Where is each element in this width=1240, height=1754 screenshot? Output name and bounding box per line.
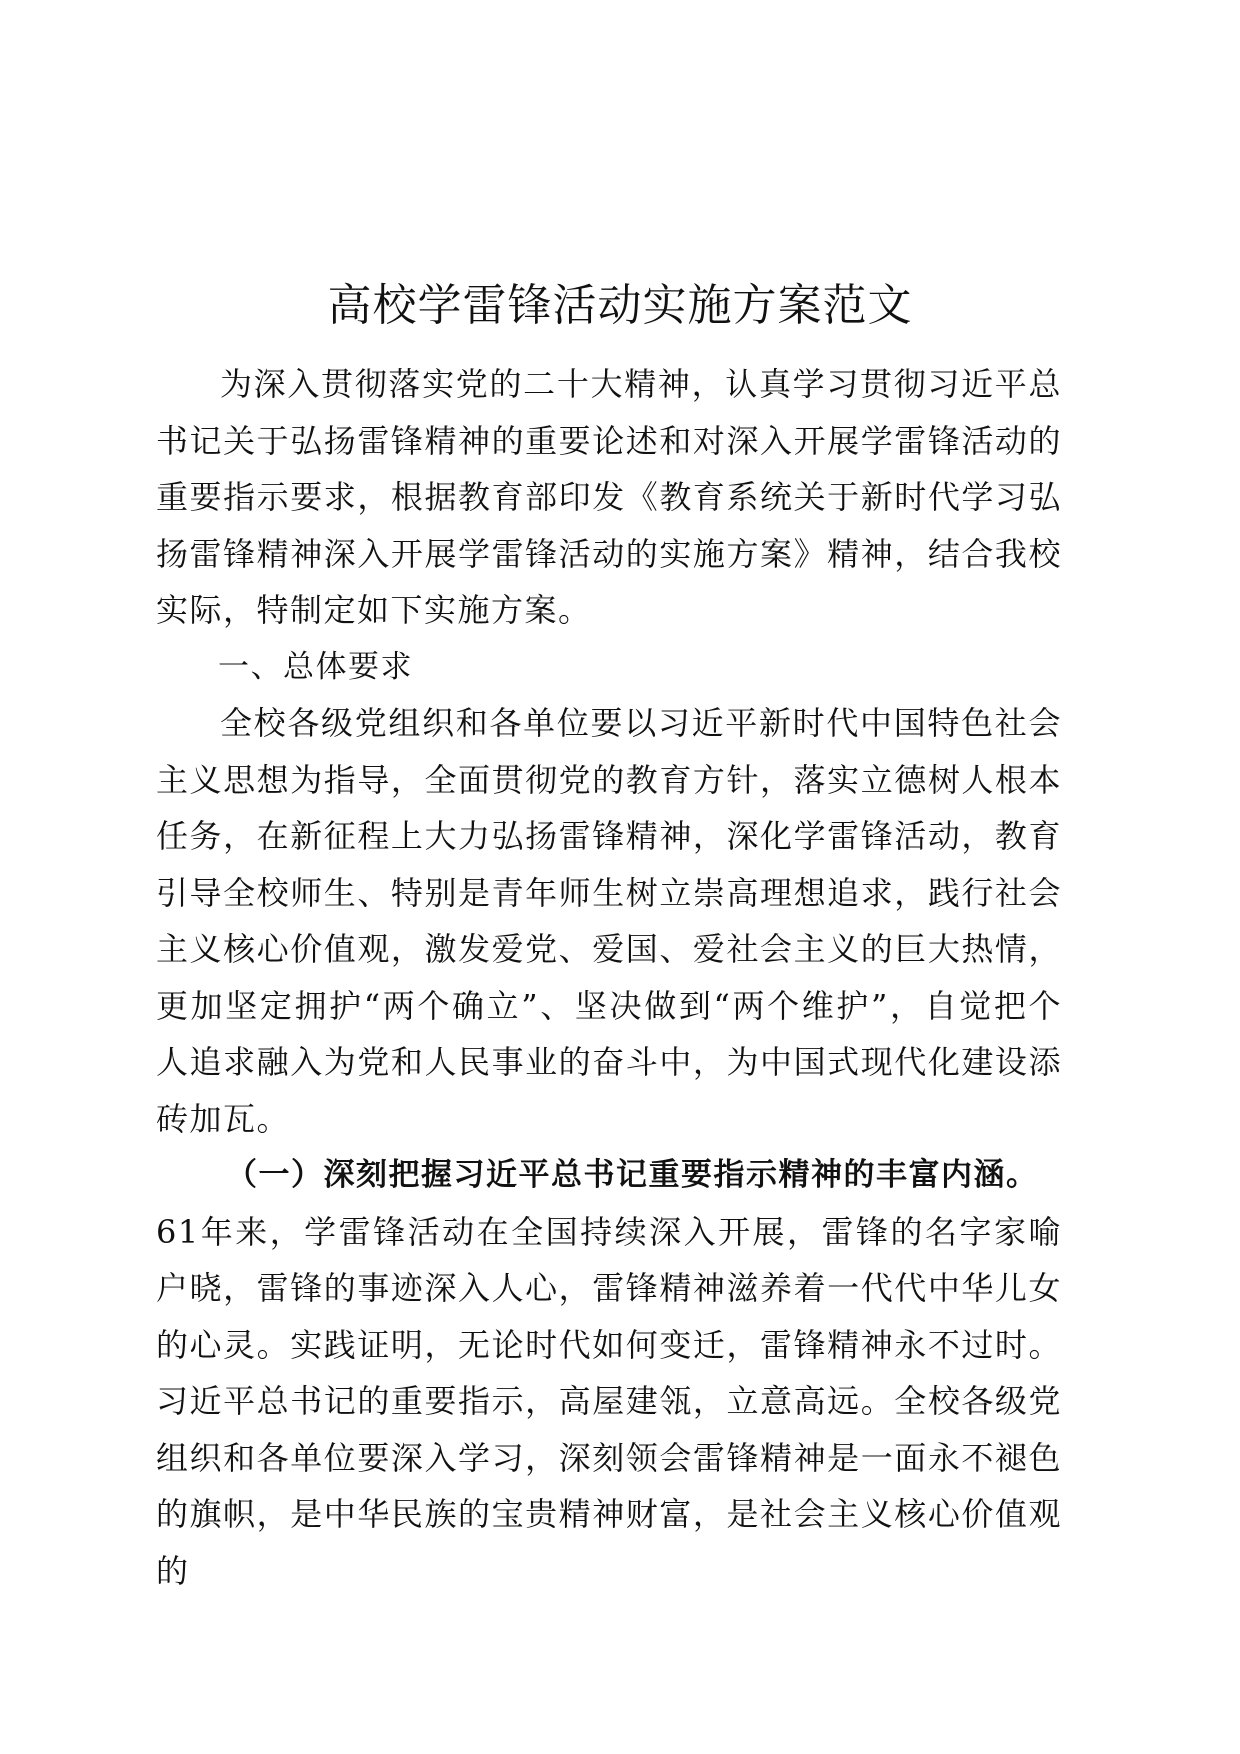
document-title: 高校学雷锋活动实施方案范文 bbox=[327, 280, 913, 331]
section-heading-overall-requirements: 一、总体要求 bbox=[218, 648, 413, 685]
subsection-paragraph: 61年来，学雷锋活动在全国持续深入开展，雷锋的名字家喻户晓，雷锋的事迹深入人心，雷锋精神滋养着一代代中华儿女的心灵。实践证明，无论时代如何变迁，雷锋精神永不过时。习近平总书记的重要指示，高屋建瓴，立意高远。全校各级党组织和各单位要深入学习，深刻领会雷锋精神是一面永不褪色的旗帜，是中华民族的宝贵精神财富，是社会主义核心价值观的 bbox=[156, 1212, 1062, 1590]
intro-paragraph: 为深入贯彻落实党的二十大精神，认真学习贯彻习近平总书记关于弘扬雷锋精神的重要论述和对深入开展学雷锋活动的重要指示要求，根据教育部印发《教育系统关于新时代学习弘扬雷锋精神深入开展学雷锋活动的实施方案》精神，结合我校实际，特制定如下实施方案。 bbox=[156, 365, 1062, 629]
subsection-heading: （一）深刻把握习近平总书记重要指示精神的丰富内涵。 bbox=[226, 1157, 1039, 1193]
overall-requirements-paragraph: 全校各级党组织和各单位要以习近平新时代中国特色社会主义思想为指导，全面贯彻党的教育方针，落实立德树人根本任务，在新征程上大力弘扬雷锋精神，深化学雷锋活动，教育引导全校师生、特别是青年师生树立崇高理想追求，践行社会主义核心价值观，激发爱党、爱国、爱社会主义的巨大热情，更加坚定拥护“两个确立”、坚决做到“两个维护”，自觉把个人追求融入为党和人民事业的奋斗中，为中国式现代化建设添砖加瓦。 bbox=[156, 704, 1062, 1138]
subsection-block bbox=[156, 1147, 1062, 1599]
document-body bbox=[156, 356, 1062, 1599]
